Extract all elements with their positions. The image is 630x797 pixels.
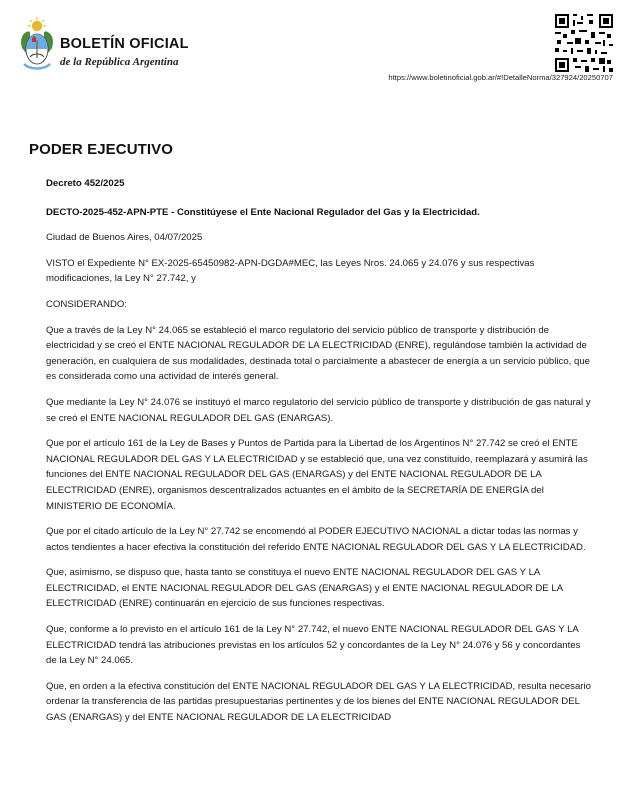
place-date: Ciudad de Buenos Aires, 04/07/2025 [46, 232, 203, 244]
logo-subtitle: de la República Argentina [60, 56, 179, 68]
paragraph: Que, asimismo, se dispuso que, hasta tanto se constituya el nuevo ENTE NACIONAL REGULADOR DEL GAS Y LA ELECTRICIDAD, el ENTE NACIONAL REGULADOR DEL GAS (ENARGAS) y el ENTE NACIONAL REGULADOR DE LA ELECTRICIDAD (ENRE) continuarán en ejercicio de sus funciones respectivas. [46, 567, 563, 610]
paragraph: Que, conforme a lo previsto en el artículo 161 de la Ley N° 27.742, el nuevo ENTE NACIONAL REGULADOR DEL GAS Y LA ELECTRICIDAD tendrá las atribuciones previstas en los artículos 52 y concordantes de la Ley N° 24.076 y 56 y concordantes de la Ley N° 24.065. [46, 624, 581, 667]
decree-number: Decreto 452/2025 [46, 178, 125, 189]
source-url[interactable]: https://www.boletinoficial.gob.ar/#!DetalleNorma/327924/20250707 [388, 73, 613, 82]
document-header [0, 0, 630, 100]
paragraph: Que por el citado artículo de la Ley N° 27.742 se encomendó al PODER EJECUTIVO NACIONAL a dictar todas las normas y actos tendientes a hacer efectiva la constitución del referido ENTE NACIONAL REGULADOR DEL GAS Y LA ELECTRICIDAD. [46, 526, 586, 553]
coat-of-arms-icon [16, 16, 58, 76]
qr-code-icon [555, 14, 613, 72]
paragraph: Que, en orden a la efectiva constitución del ENTE NACIONAL REGULADOR DEL GAS Y LA ELECTRICIDAD, resulta necesario ordenar la transferencia de las partidas presupuestarias pertinentes y de los bienes del ENTE NACIONAL REGULADOR DEL GAS (ENARGAS) y del ENTE NACIONAL REGULADOR DE LA ELECTRICIDAD [46, 680, 591, 724]
paragraph: CONSIDERANDO: [46, 298, 128, 310]
decree-code-title: DECTO-2025-452-APN-PTE - Constitúyese el Ente Nacional Regulador del Gas y la Electricidad. [46, 206, 480, 218]
section-title: PODER EJECUTIVO [29, 141, 174, 158]
paragraph: VISTO el Expediente N° EX-2025-65450982-APN-DGDA#MEC, las Leyes Nros. 24.065 y 24.076 y sus respectivas modificaciones, la Ley N° 27.742, y [46, 257, 535, 285]
sun-icon [28, 17, 46, 31]
paragraph: Que mediante la Ley N° 24.076 se instituyó el marco regulatorio del servicio público de transporte y distribución de gas natural y se creó el ENTE NACIONAL REGULADOR DEL GAS (ENARGAS). [46, 396, 591, 424]
paragraph: Que por el artículo 161 de la Ley de Bases y Puntos de Partida para la Libertad de los Argentinos N° 27.742 se creó el ENTE NACIONAL REGULADOR DEL GAS Y LA ELECTRICIDAD y se estableció que, una vez constituido, reemplazará y asumirá las funciones del ENTE NACIONAL REGULADOR DEL GAS (ENARGAS) y del ENTE NACIONAL REGULADOR DE LA ELECTRICIDAD (ENRE), organismos descentralizados actuantes en el ámbito de la SECRETARÍA DE ENERGÍA del MINISTERIO DE ECONOMÍA. [46, 438, 588, 512]
logo-title: BOLETÍN OFICIAL [60, 36, 189, 52]
brand-block [60, 36, 189, 69]
decree-body [46, 176, 592, 736]
paragraph: Que a través de la Ley N° 24.065 se estableció el marco regulatorio del servicio público de transporte y distribución de electricidad y se creó el ENTE NACIONAL REGULADOR DE LA ELECTRICIDAD (ENRE), regulándose también la actividad de generación, en cualquiera de sus modalidades, destinada total o parcialmente a abastecer de energía a un servicio público, que es considerada como una actividad de interés general. [46, 324, 591, 383]
